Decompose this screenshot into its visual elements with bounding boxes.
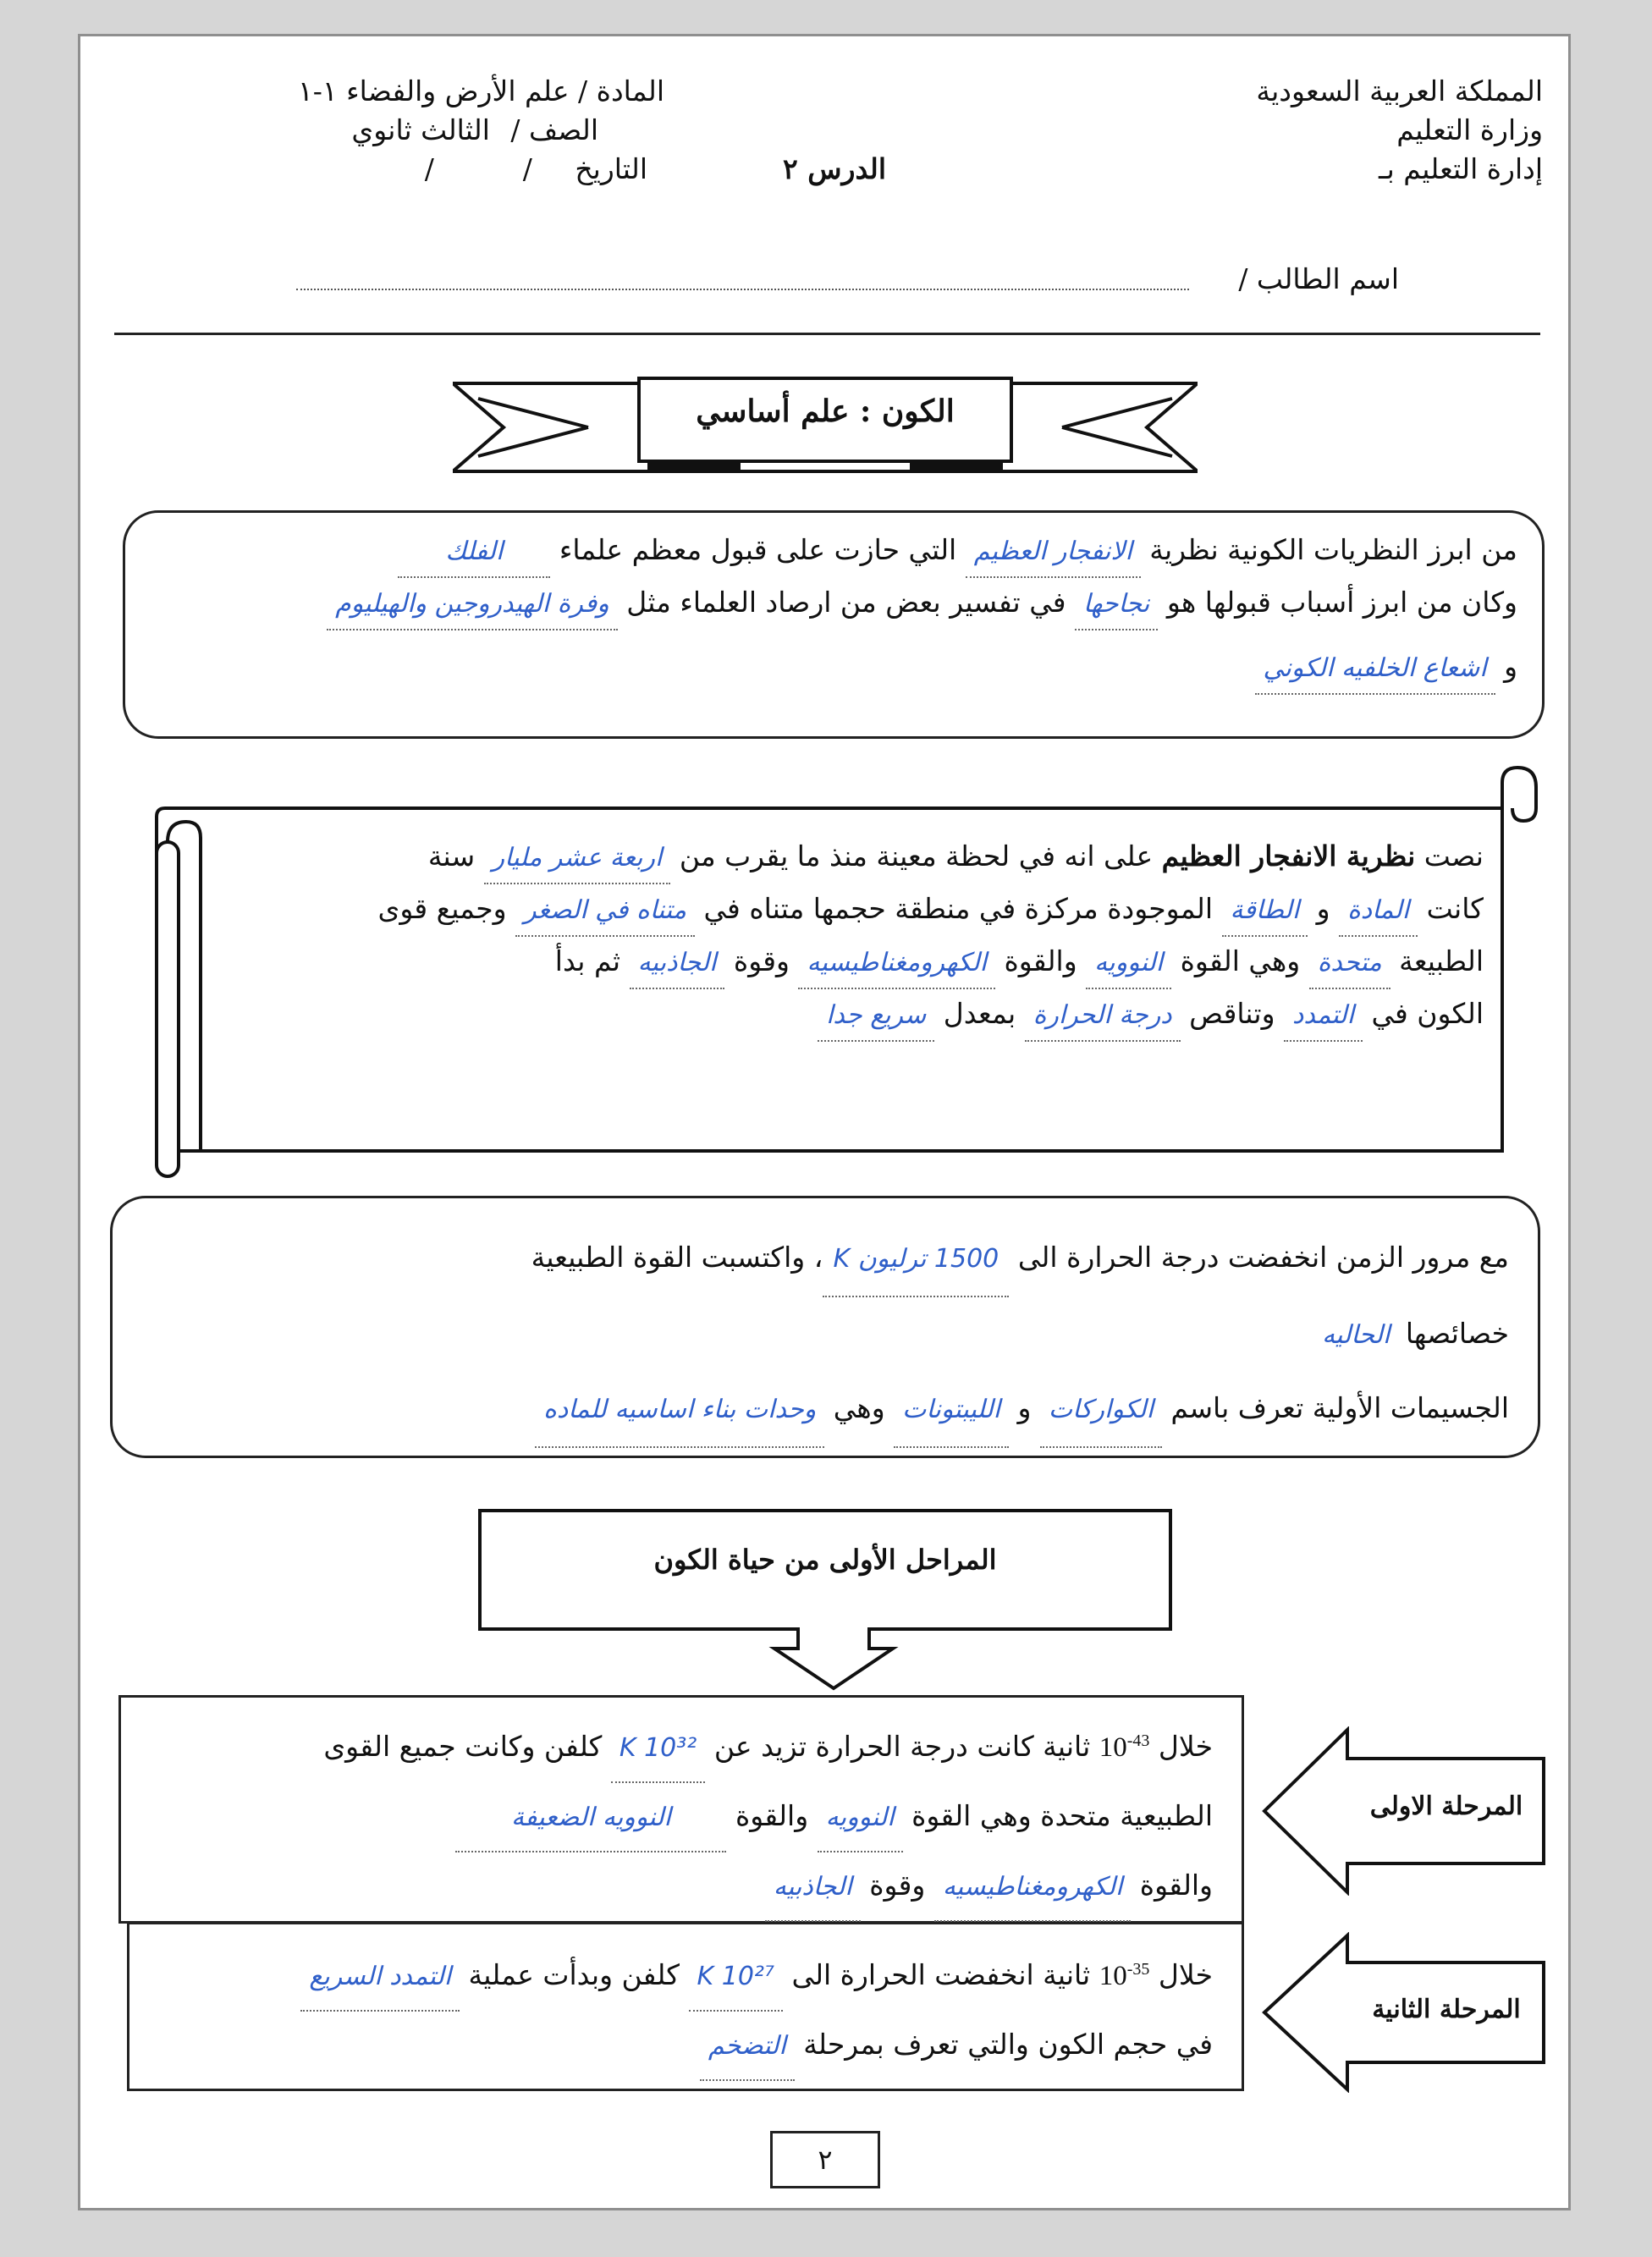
s3-text-1: مع مرور الزمن انخفضت درجة الحرارة الى — [1017, 1241, 1509, 1274]
s2-answer-10: درجة الحرارة — [1025, 991, 1181, 1042]
s2-text-4: كانت — [1426, 892, 1484, 925]
s2-text-5: و — [1316, 892, 1330, 925]
s3-text-6: وهي — [833, 1391, 885, 1424]
st1-answer-2: النوويه — [818, 1785, 903, 1852]
s3-text-2: ، واكتسبت القوة الطبيعية — [531, 1241, 823, 1274]
s3-answer-4: الليبتونات — [894, 1373, 1009, 1448]
student-name-label: اسم الطالب / — [1238, 262, 1399, 295]
s2-answer-11: سريع جدا — [818, 991, 934, 1042]
st2-answer-2: التمدد السريع — [300, 1944, 460, 2012]
header-right — [1256, 72, 1543, 189]
s2-answer-5: متحدة — [1309, 939, 1390, 989]
st1-text-2: ثانية كانت درجة الحرارة تزيد عن — [713, 1730, 1091, 1763]
s2-text-8: الطبيعة — [1399, 944, 1484, 977]
section2-text — [155, 832, 1484, 1042]
section3-text — [155, 1221, 1509, 1448]
s2-text-15: بمعدل — [943, 997, 1016, 1030]
s1-answer-4: وفرة الهيدروجين والهيليوم — [327, 580, 618, 630]
s1-text-4: في تفسير بعض من ارصاد العلماء مثل — [626, 586, 1066, 619]
st1-answer-4: الكهرومغناطيسيه — [934, 1854, 1131, 1922]
s2-answer-6: النوويه — [1086, 939, 1171, 989]
s1-text-2: التي حازت على قبول معظم علماء — [559, 533, 957, 566]
st1-text-5: والقوة — [735, 1799, 809, 1832]
st2-power-exp: -35 — [1126, 1960, 1150, 1979]
student-name-field[interactable] — [296, 289, 1189, 290]
st1-text-1: خلال — [1158, 1730, 1213, 1763]
s2-text-14: وتناقص — [1189, 997, 1275, 1030]
stage1-text — [129, 1708, 1213, 1922]
s2-text-10: والقوة — [1004, 944, 1077, 977]
s3-answer-5: وحدات بناء اساسيه للماده — [535, 1373, 824, 1448]
s2-answer-9: التمدد — [1284, 991, 1363, 1042]
grade-value: الثالث ثانوي — [351, 113, 490, 146]
s2-text-6: الموجودة مركزة في منطقة حجمها متناه في — [703, 892, 1213, 925]
s1-answer-5: اشعاع الخلفيه الكوني — [1255, 644, 1495, 695]
s3-text-3: خصائصها — [1405, 1317, 1509, 1350]
date-label: التاريخ — [575, 152, 647, 185]
s2-text-7: وجميع قوى — [377, 892, 507, 925]
s3-answer-3: الكواركات — [1040, 1373, 1162, 1448]
st1-answer-5: الجاذبيه — [765, 1854, 861, 1922]
st2-text-1: خلال — [1158, 1958, 1213, 1991]
section1-text — [138, 526, 1517, 695]
s2-answer-2: المادة — [1339, 886, 1418, 937]
lesson-title: الدرس ٢ — [783, 152, 886, 185]
s2-text-1: نصت — [1423, 839, 1484, 873]
st1-power-exp: -43 — [1126, 1731, 1150, 1750]
st1-text-4: الطبيعية متحدة وهي القوة — [911, 1799, 1213, 1832]
st1-text-6: والقوة — [1139, 1869, 1213, 1902]
stage2-label: المرحلة الثانية — [1372, 1995, 1521, 2024]
s2-answer-4: متناه في الصغر — [515, 886, 695, 937]
s3-text-5: و — [1017, 1391, 1032, 1424]
s2-answer-1: اربعة عشر مليار — [484, 834, 671, 884]
s2-text-11: وقوة — [733, 944, 790, 977]
st2-power-base: 10 — [1099, 1961, 1127, 1991]
ministry-text: وزارة التعليم — [1396, 113, 1543, 146]
date-slashes: / / — [424, 152, 532, 185]
s2-text-3: سنة — [427, 839, 476, 873]
st2-text-4: في حجم الكون والتي تعرف بمرحلة — [803, 2028, 1213, 2061]
s2-answer-3: الطاقة — [1222, 886, 1308, 937]
date-line — [123, 150, 664, 189]
header-left — [123, 72, 664, 189]
st2-text-2: ثانية انخفضت الحرارة الى — [791, 1958, 1091, 1991]
s1-answer-3: نجاحها — [1075, 580, 1158, 630]
st2-answer-3: التضخم — [700, 2013, 795, 2081]
s2-text-9: وهي القوة — [1180, 944, 1301, 977]
s2-text-2: على انه في لحظة معينة منذ ما يقرب من — [679, 839, 1154, 873]
grade-label: الصف / — [510, 113, 598, 146]
st1-text-3: كلفن وكانت جميع القوى — [323, 1730, 603, 1763]
st1-text-7: وقوة — [869, 1869, 926, 1902]
directorate-text: إدارة التعليم بـ — [1378, 152, 1543, 185]
st1-answer-3: النوويه الضعيفة — [455, 1785, 726, 1852]
s1-text-1: من ابرز النظريات الكونية نظرية — [1149, 533, 1517, 566]
st2-answer-1: 10²⁷ K — [689, 1944, 783, 2012]
st1-answer-1: 10³² K — [611, 1715, 705, 1783]
s2-answer-7: الكهرومغناطيسيه — [798, 939, 994, 989]
s3-text-4: الجسيمات الأولية تعرف باسم — [1170, 1391, 1509, 1424]
s1-text-3: وكان من ابرز أسباب قبولها هو — [1166, 586, 1517, 619]
subject-text: المادة / علم الأرض والفضاء ١-١ — [298, 74, 664, 107]
page-number: ٢ — [770, 2131, 880, 2188]
s2-text-12: ثم بدأ — [554, 944, 621, 977]
grade-line — [123, 111, 664, 150]
stage2-text — [138, 1936, 1213, 2081]
s1-answer-1: الانفجار العظيم — [966, 527, 1141, 578]
s2-text-13: الكون في — [1371, 997, 1484, 1030]
stage1-label: المرحلة الاولى — [1369, 1792, 1523, 1821]
s2-answer-8: الجاذبيه — [630, 939, 725, 989]
stages-title: المراحل الأولى من حياة الكون — [653, 1544, 997, 1576]
s1-text-5: و — [1504, 650, 1517, 683]
s3-answer-1: 1500 ترليون K — [823, 1223, 1009, 1297]
s1-answer-2: الفلك — [398, 527, 550, 578]
s3-answer-2: الحاليه — [1322, 1320, 1390, 1350]
st2-text-3: كلفن وبدأت عملية — [468, 1958, 680, 1991]
st1-power-base: 10 — [1099, 1732, 1127, 1763]
s2-bold-term: نظرية الانفجار العظيم — [1161, 839, 1416, 873]
header-divider — [114, 333, 1540, 335]
worksheet-page — [78, 34, 1571, 2210]
kingdom-text: المملكة العربية السعودية — [1256, 74, 1543, 107]
banner-title: الكون : علم أساسي — [696, 394, 955, 429]
